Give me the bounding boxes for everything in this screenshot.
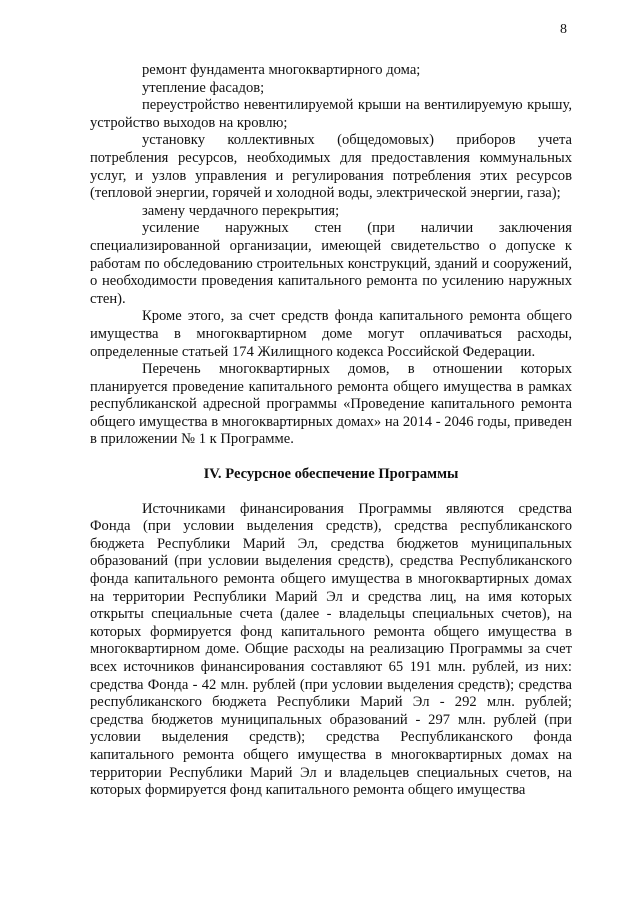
paragraph: замену чердачного перекрытия; (142, 202, 340, 219)
paragraph: Кроме этого, за счет средств фонда капитального ремонта общего имущества в многоквартирном доме могут оплачиваться расходы, определенные статьей 174 Жилищного кодекса Российской Федерации. (90, 308, 572, 360)
section-title: IV. Ресурсное обеспечение Программы (203, 466, 459, 483)
paragraph: Источниками финансирования Программы являются средства Фонда (при условии выделения средств), средства республиканского бюджета Республики Марий Эл, средства бюджетов муниципальных образований (при условии выделения средств), средства Республиканского фонда капитального ремонта общего имущества в многоквартирных домах на территории Республики Марий Эл и средства лиц, на имя которых открыты специальные счета (далее - владельцы специальных счетов), на которых формируется фонд капитального ремонта общего имущества в многоквартирном доме. Общие расходы на реализацию Программы за счет всех источников финансирования составляют 65 191 млн. рублей, из них: средства Фонда - 42 млн. рублей (при условии выделения средств); средства республиканского бюджета Республики Марий Эл - 292 млн. рублей; средства бюджетов муниципальных образований - 297 млн. рублей (при условии выделения средств); средства Республиканского фонда капитального ремонта общего имущества в многоквартирных домах на территории Республики Марий Эл и владельцев специальных счетов, на которых формируется фонд капитального ремонта общего имущества (90, 500, 572, 799)
paragraph: переустройство невентилируемой крыши на вентилируемую крышу, устройство выходов на кровлю; (90, 97, 572, 131)
page-number: 8 (560, 22, 567, 37)
paragraph: ремонт фундамента многоквартирного дома; (142, 62, 421, 78)
paragraph: усиление наружных стен (при наличии заключения специализированной организации, имеющей свидетельство о допуске к работам по обследованию строительных конструкций, зданий и сооружений, о необходимости проведения капитального ремонта по усилению наружных стен). (90, 220, 572, 307)
document-body (90, 62, 572, 800)
paragraph: установку коллективных (общедомовых) приборов учета потребления ресурсов, необходимых для предоставления коммунальных услуг, и узлов управления и регулирования потребления этих ресурсов (тепловой энергии, горячей и холодной воды, электрической энергии, газа); (90, 132, 572, 202)
paragraph: утепление фасадов; (142, 79, 265, 96)
paragraph: Перечень многоквартирных домов, в отношении которых планируется проведение капитального ремонта общего имущества в рамках республиканской адресной программы «Проведение капитального ремонта общего имущества в многоквартирных домах» на 2014 - 2046 годы, приведен в приложении № 1 к Программе. (90, 361, 572, 448)
